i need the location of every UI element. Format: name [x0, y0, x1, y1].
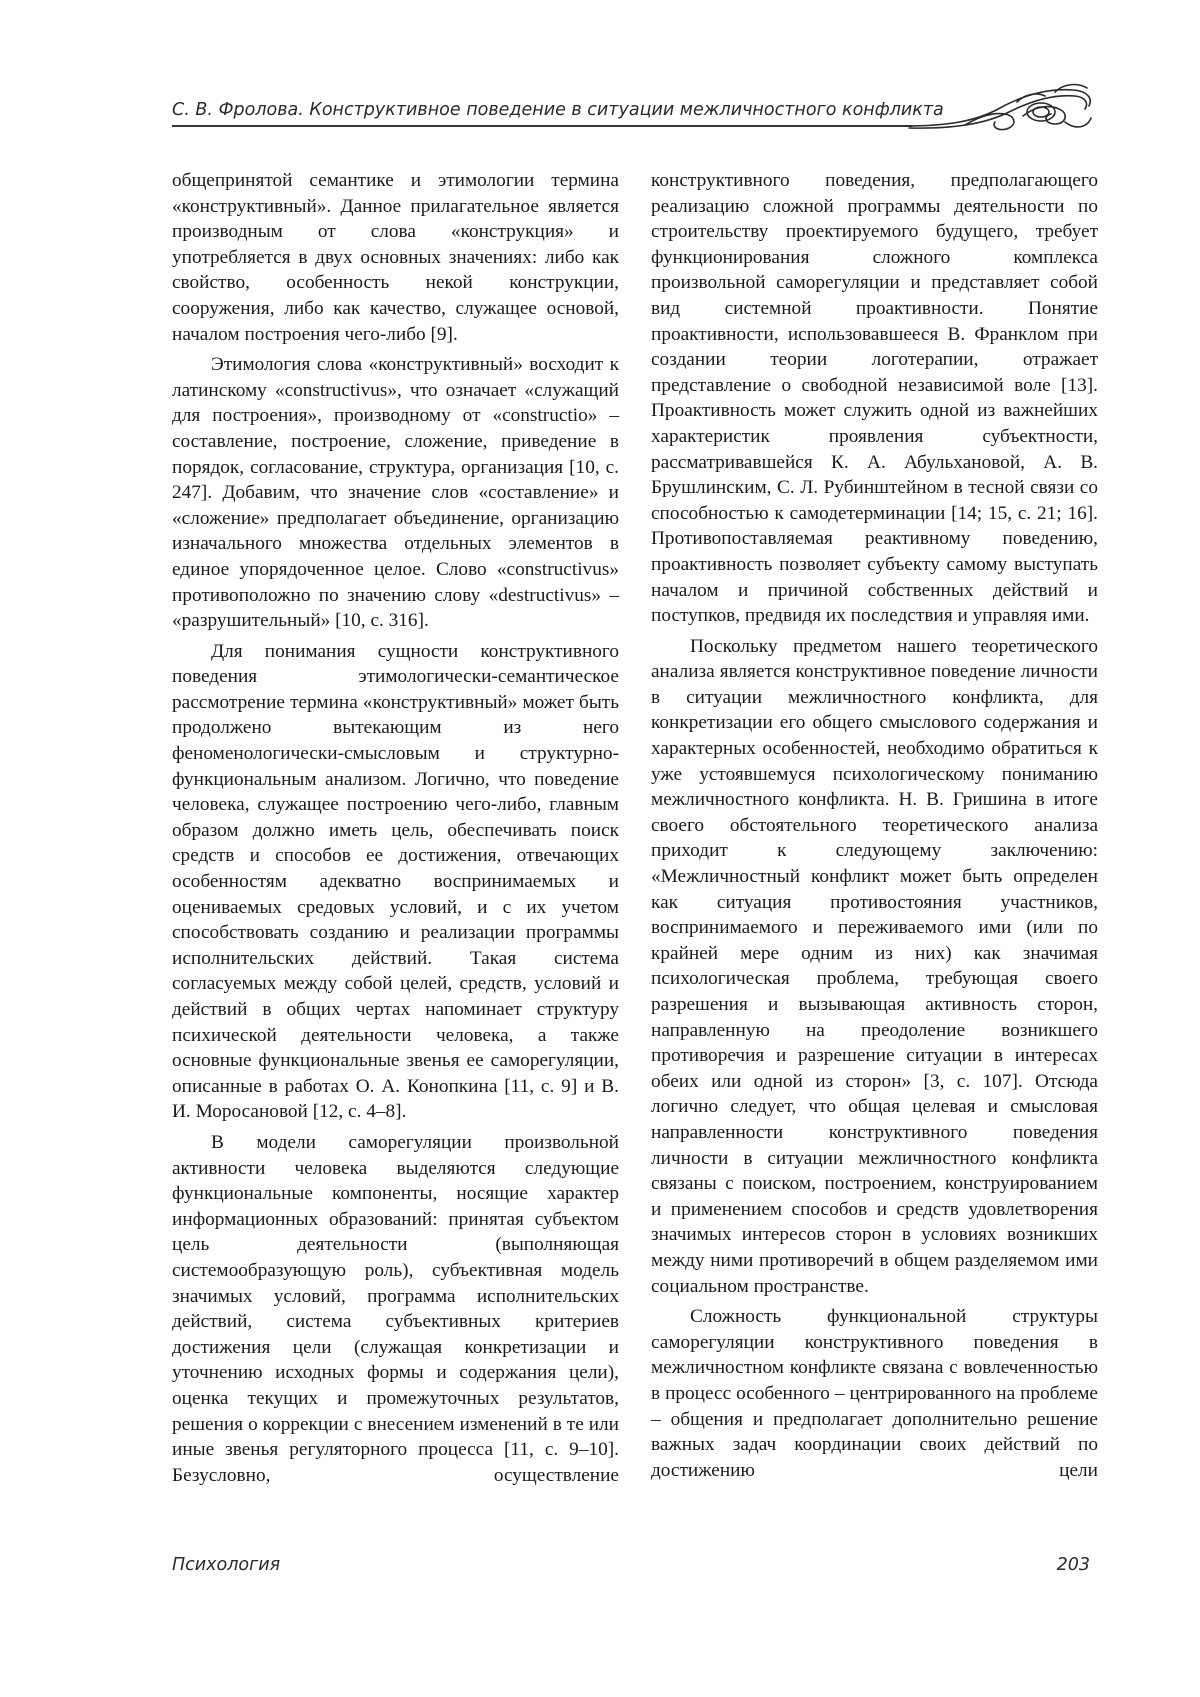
paragraph: конструктивного поведения, предполагающего реализацию сложной программы деятельности по строительству проектируемого будущего, требует функционирования сложного комплекса произвольной саморегуляции и представляет собой вид системной проактивности. Понятие проактивности, использовавшееся В. Франклом при создании теории логотерапии, отражает представление о свободной независимой воле [13]. Проактивность может служить одной из важнейших характеристик проявления субъектности, рассматривавшейся К. А. Абульхановой, А. В. Брушлинским, С. Л. Рубинштейном в тесной связи со способностью к самодетерминации [14; 15, с. 21; 16]. Противопоставляемая реактивному поведению, проактивность позволяет субъекту самому выступать началом и причиной собственных действий и поступков, предвидя их последствия и управляя ими.	[651, 170, 1098, 627]
running-header-title: С. В. Фролова. Конструктивное поведение в ситуации межличностного конфликта	[172, 100, 944, 120]
left-text-column	[172, 168, 619, 1493]
journal-section-label: Психология	[172, 1555, 281, 1575]
paragraph: Сложность функциональной структуры саморегуляции конструктивного поведения в межличностном конфликте связана с вовлеченностью в процесс особенного – центрированного на проблеме – общения и предполагает дополнительно решение важных задач координации своих действий по достижению цели	[651, 1306, 1098, 1481]
paragraph: В модели саморегуляции произвольной активности человека выделяются следующие функциональные компоненты, носящие характер информационных образований: принятая субъектом цель деятельности (выполняющая системообразующую роль), субъективная модель значимых условий, программа исполнительских действий, система субъективных критериев достижения цели (служащая конкретизации и уточнению исходных формы и содержания цели), оценка текущих и промежуточных результатов, решения о коррекции с внесением изменений в те или иные звенья регуляторного процесса [11, с. 9–10]. Безусловно, осуществление	[172, 1131, 619, 1486]
page-number: 203	[1056, 1555, 1090, 1575]
paragraph: Этимология слова «конструктивный» восходит к латинскому «constructivus», что означает «служащий для построения», производному от «constructio» – составление, построение, сложение, приведение в порядок, согласование, структура, организация [10, с. 247]. Добавим, что значение слов «составление» и «сложение» предполагает объединение, организацию изначального множества отдельных элементов в единое упорядоченное целое. Слово «constructivus» противоположно по значению слову «destructivus» – «разрушительный» [10, с. 316].	[172, 354, 619, 632]
right-text-column	[651, 168, 1098, 1488]
paragraph: Поскольку предметом нашего теоретического анализа является конструктивное поведение личности в ситуации межличностного конфликта, для конкретизации его общего смыслового содержания и характерных особенностей, необходимо обратиться к уже устоявшемуся психологическому пониманию межличностного конфликта. Н. В. Гришина в итоге своего обстоятельного теоретического анализа приходит к следующему заключению: «Межличностный конфликт может быть определен как ситуация противостояния участников, воспринимаемого и переживаемого ими (или по крайней мере одним из них) как значимая психологическая проблема, требующая своего разрешения и вызывающая активность сторон, направленную на преодоление возникшего противоречия и разрешение ситуации в интересах обеих или одной из сторон» [3, с. 107]. Отсюда логично следует, что общая целевая и смысловая направленности конструктивного поведения личности в ситуации межличностного конфликта связаны с поиском, построением, конструированием и применением способов и средств удовлетворения значимых интересов сторон в условиях возникших между ними противоречий в общем разделяемом ими социальном пространстве.	[651, 635, 1098, 1297]
paragraph: общепринятой семантике и этимологии термина «конструктивный». Данное прилагательное является производным от слова «конструкция» и употребляется в двух основных значениях: либо как свойство, особенность некой конструкции, сооружения, либо как качество, служащее основой, началом построения чего-либо [9].	[172, 170, 619, 345]
art-nouveau-ornament-icon	[905, 82, 1095, 138]
header-rule	[172, 125, 912, 127]
paragraph: Для понимания сущности конструктивного поведения этимологически-семантическое рассмотрение термина «конструктивный» может быть продолжено вытекающим из него феноменологически-смысловым и структурно-функциональным анализом. Логично, что поведение человека, служащее построению чего-либо, главным образом должно иметь цель, обеспечивать поиск средств и способов ее достижения, отвечающих особенностям адекватно воспринимаемых и оцениваемых средовых условий, и с их учетом способствовать созданию и реализации программы исполнительских действий. Такая система согласуемых между собой целей, средств, условий и действий в общих чертах напоминает структуру психической деятельности человека, а также основные функциональные звенья ее саморегуляции, описанные в работах О. А. Конопкина [11, с. 9] и В. И. Моросановой [12, с. 4–8].	[172, 640, 619, 1123]
